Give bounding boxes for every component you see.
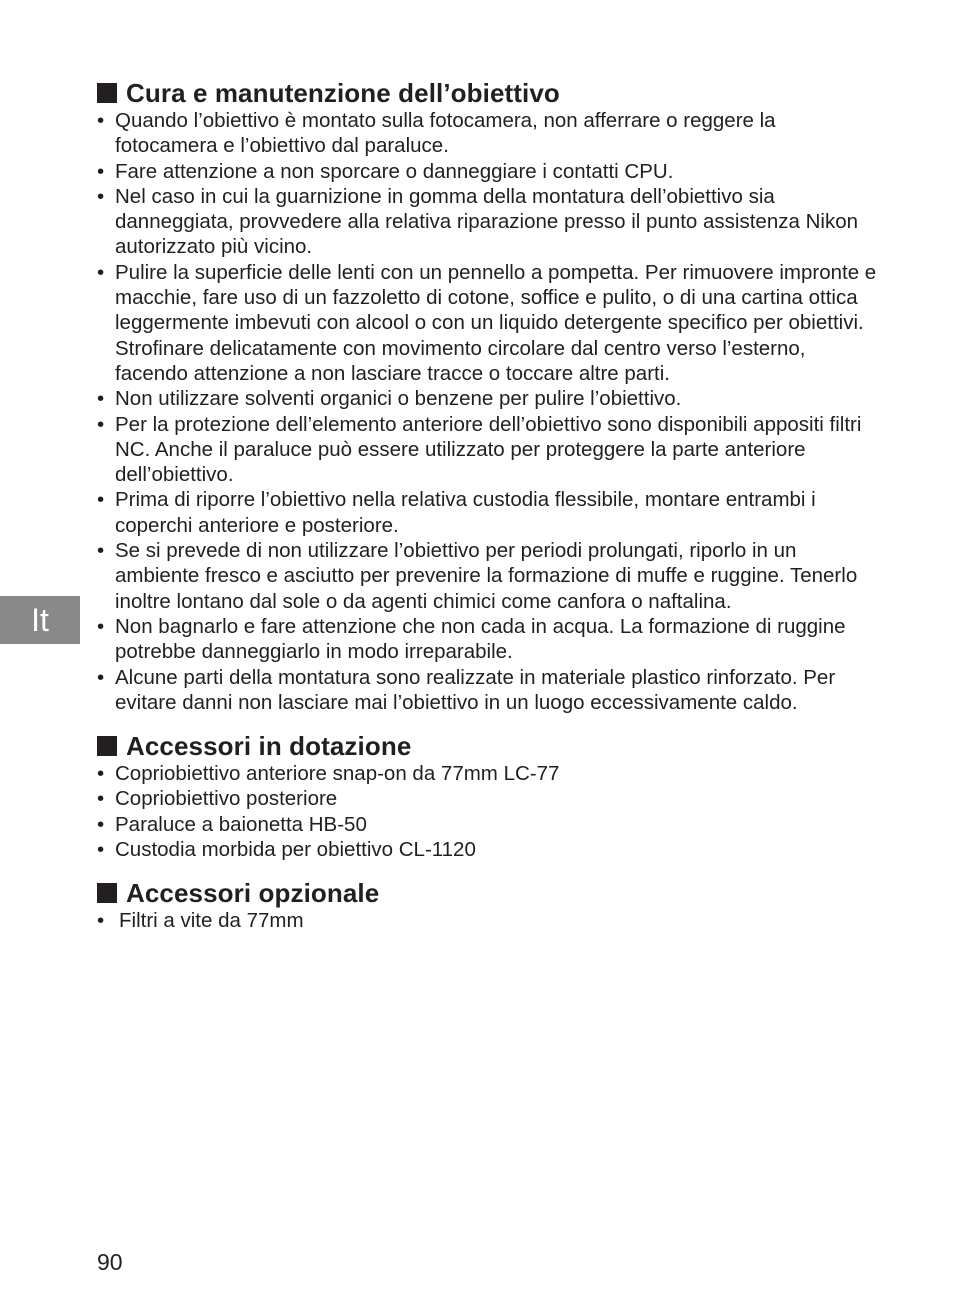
section-heading	[97, 878, 877, 908]
square-bullet-icon	[97, 883, 117, 903]
list-item: • Copriobiettivo posteriore	[97, 787, 338, 811]
bullet-icon: •	[97, 488, 105, 512]
bullet-icon: •	[97, 412, 105, 436]
bullet-list	[97, 108, 877, 715]
bullet-icon: •	[97, 762, 105, 786]
document-body	[97, 78, 877, 950]
list-item: • Nel caso in cui la guarnizione in gomma della montatura dell’obiettivo sia danneggiata, provvedere alla relativa riparazione presso il punto assistenza Nikon autorizzato più vicino.	[97, 184, 858, 259]
bullet-icon: •	[97, 665, 105, 689]
list-item: • Non utilizzare solventi organici o benzene per pulire l’obiettivo.	[97, 387, 682, 411]
section-optional-accessories	[97, 878, 877, 933]
section-care	[97, 78, 877, 715]
bullet-icon: •	[97, 539, 105, 563]
bullet-icon: •	[97, 260, 105, 284]
section-heading	[97, 78, 877, 108]
bullet-icon: •	[97, 909, 105, 933]
list-item: • Prima di riporre l’obiettivo nella relativa custodia flessibile, montare entrambi i coperchi anteriore e posteriore.	[97, 488, 816, 537]
list-item: • Copriobiettivo anteriore snap-on da 77mm LC-77	[97, 762, 560, 786]
bullet-icon: •	[97, 614, 105, 638]
section-supplied-accessories	[97, 731, 877, 862]
list-item: • Non bagnarlo e fare attenzione che non cada in acqua. La formazione di ruggine potrebbe danneggiarlo in modo irreparabile.	[97, 614, 846, 664]
bullet-icon: •	[97, 159, 105, 183]
square-bullet-icon	[97, 83, 117, 103]
section-title: Accessori in dotazione	[126, 731, 412, 762]
language-tab: It	[0, 596, 80, 644]
list-item: • Custodia morbida per obiettivo CL-1120	[97, 838, 476, 862]
bullet-list	[97, 761, 877, 862]
bullet-icon: •	[97, 812, 105, 836]
list-item: • Per la protezione dell’elemento anteriore dell’obiettivo sono disponibili appositi filtri NC. Anche il paraluce può essere utilizzato per proteggere la parte anteriore dell’obiettivo.	[97, 412, 862, 487]
section-title: Cura e manutenzione dell’obiettivo	[126, 78, 560, 108]
list-item: • Alcune parti della montatura sono realizzate in materiale plastico rinforzato. Per evitare danni non lasciare mai l’obiettivo in un luogo eccessivamente caldo.	[97, 665, 836, 714]
bullet-icon: •	[97, 838, 105, 862]
bullet-list	[97, 908, 877, 933]
list-item: • Quando l’obiettivo è montato sulla fotocamera, non afferrare o reggere la fotocamera e l’obiettivo dal paraluce.	[97, 109, 776, 158]
list-item: • Pulire la superficie delle lenti con un pennello a pompetta. Per rimuovere impronte e macchie, fare uso di un fazzoletto di cotone, soffice e pulito, o di una cartina ottica leggermente imbevuti con alcool o con un liquido detergente specifico per obiettivi. Strofinare delicatamente con movimento circolare dal centro verso l’esterno, facendo attenzione a non lasciare tracce o toccare altre parti.	[97, 260, 877, 385]
section-title: Accessori opzionale	[126, 878, 380, 909]
bullet-icon: •	[97, 184, 105, 208]
bullet-icon: •	[97, 387, 105, 411]
list-item: • Fare attenzione a non sporcare o danneggiare i contatti CPU.	[97, 159, 674, 183]
list-item: • Paraluce a baionetta HB-50	[97, 812, 367, 836]
list-item: • Se si prevede di non utilizzare l’obiettivo per periodi prolungati, riporlo in un ambiente fresco e asciutto per prevenire la formazione di muffe e ruggine. Tenerlo inoltre lontano dal sole o da agenti chimici come canfora o naftalina.	[97, 539, 858, 613]
bullet-icon: •	[97, 109, 105, 132]
list-item: • Filtri a vite da 77mm	[97, 909, 304, 933]
square-bullet-icon	[97, 736, 117, 756]
bullet-icon: •	[97, 787, 105, 811]
page-number: 90	[97, 1249, 123, 1275]
section-heading	[97, 731, 877, 761]
